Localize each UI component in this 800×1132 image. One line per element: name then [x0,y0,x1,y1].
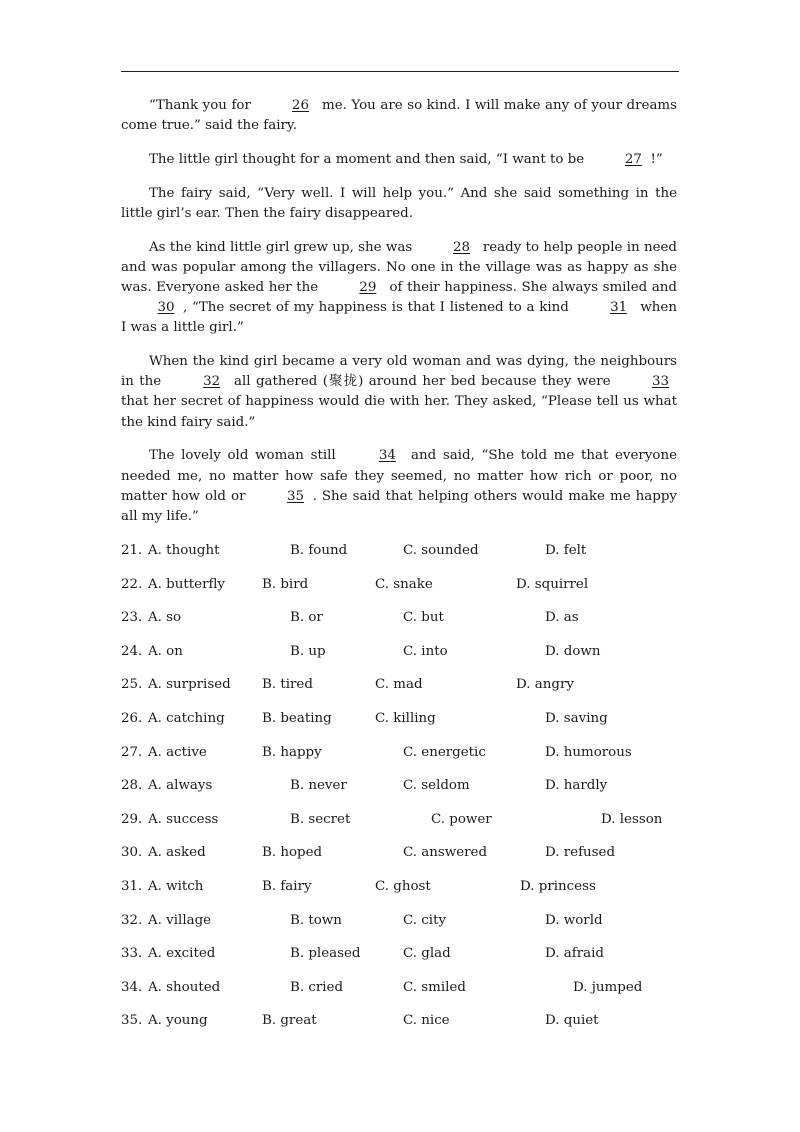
passage-text: “Thank you for [149,98,256,113]
answer-option: A. butterfly [148,576,225,592]
passage-text: all gathered (聚拢) around her bed because they were [228,374,616,390]
answer-option: A. success [148,811,219,827]
passage-text: The lovely old woman still [149,448,343,464]
answer-option: B. found [290,543,348,558]
question-number: 25. [121,677,143,693]
answer-option: A. active [148,744,207,760]
answer-option: D. felt [545,543,587,558]
blank-27: 27 [624,151,642,167]
answer-option: D. refused [545,845,616,861]
blank-31: 31 [610,300,628,316]
answer-option: D. as [545,610,579,626]
blank-29: 29 [359,279,377,295]
answer-option: C. nice [403,1013,450,1029]
answer-option: C. killing [375,711,436,726]
answer-option: A. catching [148,711,225,726]
blank-30: 30 [157,300,175,316]
answer-option: C. answered [403,845,488,861]
answer-option: A. on [148,643,183,659]
answer-option: B. never [290,778,347,794]
answer-option: B. town [290,912,342,928]
answer-option: C. mad [375,677,423,693]
passage-text: . She said that helping others would make me happy all my life.” [121,488,677,524]
passage-paragraph [121,446,677,527]
answer-option: C. sounded [403,543,479,558]
passage-text: , “The secret of my happiness is that I listened to a kind [183,300,574,316]
answer-option: D. saving [545,711,608,726]
question-number: 31. [121,879,143,894]
reading-passage [121,96,677,527]
answer-option: B. up [290,643,326,659]
answer-option: D. squirrel [516,576,589,592]
answer-option: B. cried [290,979,344,995]
answer-option: A. thought [148,543,220,558]
question-number: 34. [121,979,143,995]
passage-paragraph [121,150,677,170]
answer-option: A. young [148,1013,208,1029]
question-number: 24. [121,643,143,659]
answer-option: A. excited [148,946,216,962]
passage-text: As the kind little girl grew up, she was [149,239,417,255]
passage-text: and said, “She told me that everyone needed me, no matter how safe they seemed, no matter how rich or poor, no matter how old or [121,448,677,504]
passage-text: that her secret of happiness would die with her. They asked, “Please tell us what the kind fairy said.” [121,394,677,430]
answer-option: C. but [403,610,444,626]
answer-option: D. hardly [545,778,608,794]
passage-text: when I was a little girl.” [121,300,677,336]
question-number: 28. [121,778,143,794]
question-number: 22. [121,576,143,592]
answer-option: B. tired [262,677,313,693]
answer-option: D. humorous [545,744,632,760]
answer-option: B. hoped [262,845,323,861]
passage-text: The little girl thought for a moment and then said, “I want to be [149,151,589,167]
answer-option: A. so [148,610,182,626]
header-rule [121,71,679,72]
answer-option: D. lesson [601,811,663,827]
answer-option: C. glad [403,946,451,962]
question-number: 29. [121,811,143,827]
answer-option: B. or [290,610,323,626]
answer-option: A. always [148,778,213,794]
answer-option: C. ghost [375,879,431,894]
answer-option: C. into [403,643,448,659]
blank-34: 34 [378,448,396,464]
passage-paragraph [121,184,677,224]
question-number: 30. [121,845,143,861]
question-number: 33. [121,946,143,962]
passage-paragraph [121,96,677,136]
question-number: 35. [121,1013,143,1029]
answer-option: A. surprised [148,677,231,693]
passage-text: of their happiness. She always smiled and [384,279,677,295]
answer-option: B. fairy [262,879,312,894]
answer-option: B. secret [290,811,351,827]
question-number: 27. [121,744,143,760]
answer-option: D. afraid [545,946,604,962]
answer-option: D. world [545,912,603,928]
answer-option: C. power [431,811,492,827]
answer-option: A. shouted [148,979,221,995]
answer-option: D. down [545,643,601,659]
answer-option: B. bird [262,576,309,592]
passage-text: ready to help people in need and was popular among the villagers. No one in the village was as happy as she was. Everyone asked her the [121,239,678,295]
answer-option: D. angry [516,677,574,693]
answer-option: C. energetic [403,744,486,760]
passage-paragraph [121,238,677,339]
answer-option: B. beating [262,711,332,726]
answer-option: C. city [403,912,447,928]
answer-option: D. princess [520,879,596,894]
answer-option: C. seldom [403,778,470,794]
passage-paragraph [121,352,677,433]
answer-option: B. happy [262,744,322,760]
answer-option: A. witch [148,879,204,894]
question-number: 26. [121,711,143,726]
blank-28: 28 [453,239,471,255]
answer-option: A. village [148,912,212,928]
answer-option: C. snake [375,576,433,592]
answer-option: B. great [262,1013,317,1029]
question-number: 32. [121,912,143,928]
blank-26: 26 [291,98,309,113]
answer-option: B. pleased [290,946,361,962]
answer-option: C. smiled [403,979,466,995]
answer-option: D. quiet [545,1013,599,1029]
answer-option: A. asked [148,845,206,861]
passage-text: When the kind girl became a very old woman and was dying, the neighbours in the [121,354,677,390]
blank-33: 33 [651,374,669,390]
question-number: 21. [121,543,143,558]
question-number: 23. [121,610,143,626]
passage-text: The fairy said, “Very well. I will help you.” And she said something in the little girl’s ear. Then the fairy disappeared. [121,185,677,221]
passage-text: me. You are so kind. I will make any of your dreams come true.” said the fairy. [121,98,677,134]
blank-32: 32 [203,374,221,390]
blank-35: 35 [287,488,305,504]
answer-option: D. jumped [573,979,643,995]
passage-text: !” [650,151,663,167]
